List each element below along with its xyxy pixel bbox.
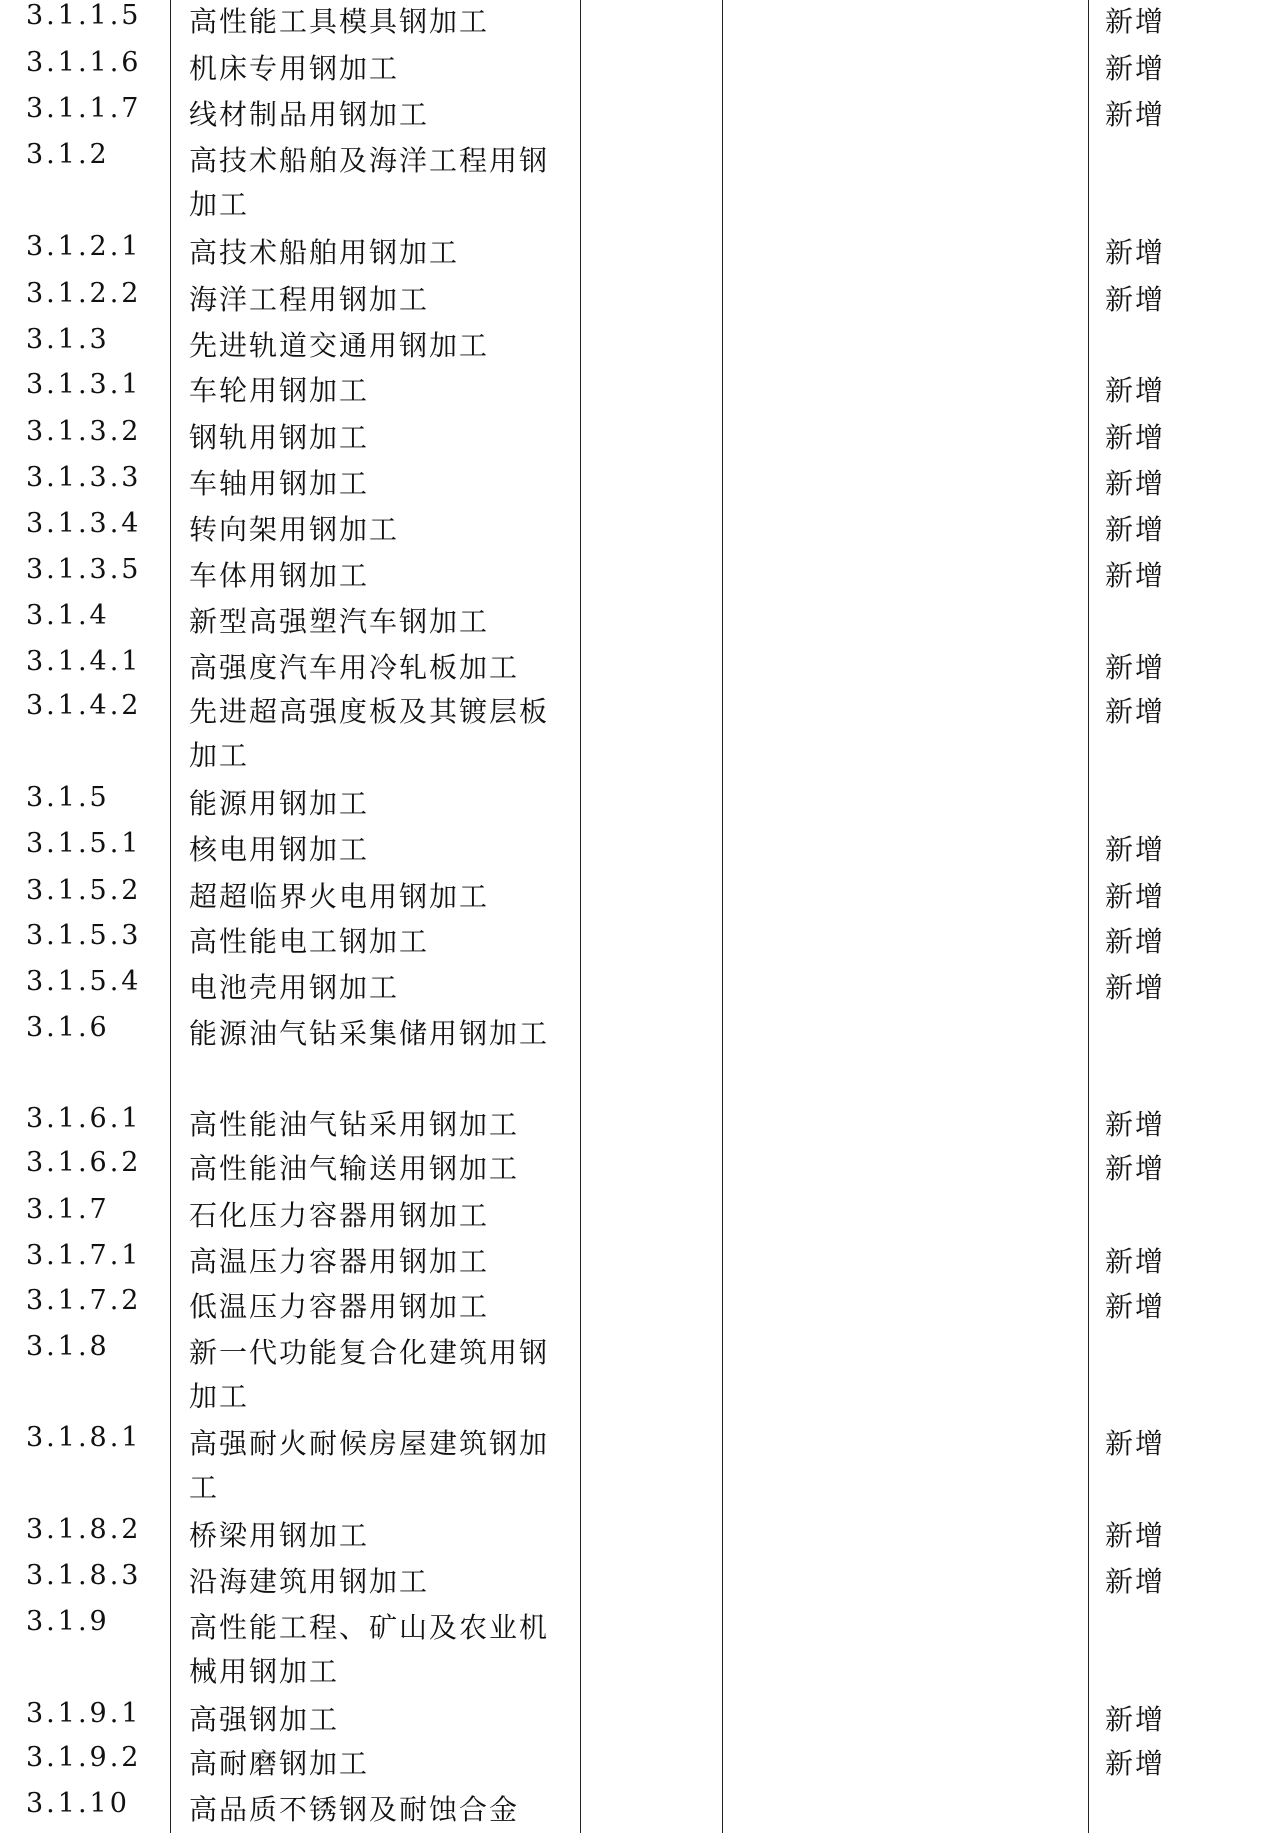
row-note: 新增 bbox=[1105, 1245, 1166, 1278]
row-name: 电池壳用钢加工 bbox=[189, 971, 400, 1004]
row-code: 3.1.3.1 bbox=[26, 369, 142, 400]
column-divider bbox=[722, 0, 723, 1833]
row-note: 新增 bbox=[1105, 1747, 1166, 1780]
row-code: 3.1.2.1 bbox=[26, 231, 142, 262]
row-name: 高强耐火耐候房屋建筑钢加工 bbox=[189, 1427, 550, 1504]
row-code: 3.1.6.2 bbox=[26, 1147, 142, 1178]
row-name: 机床专用钢加工 bbox=[189, 52, 400, 85]
row-note: 新增 bbox=[1105, 695, 1166, 728]
row-code: 3.1.4 bbox=[26, 600, 110, 631]
column-divider bbox=[580, 0, 581, 1833]
row-note: 新增 bbox=[1105, 1427, 1166, 1460]
row-name: 高性能油气钻采用钢加工 bbox=[189, 1108, 520, 1141]
row-name: 海洋工程用钢加工 bbox=[189, 283, 430, 316]
row-note: 新增 bbox=[1105, 374, 1166, 407]
row-name: 高技术船舶用钢加工 bbox=[189, 236, 460, 269]
row-code: 3.1.8.1 bbox=[26, 1422, 142, 1453]
column-divider bbox=[170, 0, 171, 1833]
row-code: 3.1.5 bbox=[26, 782, 110, 813]
row-code: 3.1.9.2 bbox=[26, 1742, 142, 1773]
row-code: 3.1.5.4 bbox=[26, 966, 142, 997]
row-note: 新增 bbox=[1105, 1703, 1166, 1736]
row-name: 高性能工程、矿山及农业机械用钢加工 bbox=[189, 1611, 550, 1688]
row-code: 3.1.10 bbox=[26, 1788, 130, 1819]
row-name: 转向架用钢加工 bbox=[189, 513, 400, 546]
row-code: 3.1.9 bbox=[26, 1606, 110, 1637]
row-code: 3.1.5.2 bbox=[26, 875, 142, 906]
row-code: 3.1.2.2 bbox=[26, 278, 142, 309]
row-note: 新增 bbox=[1105, 5, 1166, 38]
row-note: 新增 bbox=[1105, 971, 1166, 1004]
row-name: 能源用钢加工 bbox=[189, 787, 370, 820]
row-name: 新一代功能复合化建筑用钢加工 bbox=[189, 1336, 550, 1413]
row-name: 超超临界火电用钢加工 bbox=[189, 880, 490, 913]
row-note: 新增 bbox=[1105, 925, 1166, 958]
row-code: 3.1.6.1 bbox=[26, 1103, 142, 1134]
row-name: 线材制品用钢加工 bbox=[189, 98, 430, 131]
row-code: 3.1.4.2 bbox=[26, 690, 142, 721]
row-note: 新增 bbox=[1105, 880, 1166, 913]
row-name: 能源油气钻采集储用钢加工 bbox=[189, 1017, 550, 1050]
row-name: 沿海建筑用钢加工 bbox=[189, 1565, 430, 1598]
row-code: 3.1.7.2 bbox=[26, 1285, 142, 1316]
row-code: 3.1.2 bbox=[26, 139, 110, 170]
row-note: 新增 bbox=[1105, 559, 1166, 592]
row-code: 3.1.8 bbox=[26, 1331, 110, 1362]
row-note: 新增 bbox=[1105, 236, 1166, 269]
row-name: 车体用钢加工 bbox=[189, 559, 370, 592]
row-code: 3.1.3.5 bbox=[26, 554, 142, 585]
row-name: 高品质不锈钢及耐蚀合金 bbox=[189, 1793, 520, 1826]
row-code: 3.1.8.3 bbox=[26, 1560, 142, 1591]
row-name: 高强钢加工 bbox=[189, 1703, 340, 1736]
row-note: 新增 bbox=[1105, 52, 1166, 85]
row-name: 高性能工具模具钢加工 bbox=[189, 5, 490, 38]
row-note: 新增 bbox=[1105, 1290, 1166, 1323]
row-code: 3.1.5.3 bbox=[26, 920, 142, 951]
row-code: 3.1.1.7 bbox=[26, 93, 142, 124]
row-code: 3.1.3.3 bbox=[26, 462, 142, 493]
row-code: 3.1.5.1 bbox=[26, 828, 142, 859]
row-name: 核电用钢加工 bbox=[189, 833, 370, 866]
row-name: 低温压力容器用钢加工 bbox=[189, 1290, 490, 1323]
row-code: 3.1.3.2 bbox=[26, 416, 142, 447]
row-code: 3.1.1.5 bbox=[26, 0, 142, 31]
row-name: 高耐磨钢加工 bbox=[189, 1747, 370, 1780]
row-name: 先进超高强度板及其镀层板加工 bbox=[189, 695, 550, 772]
row-name: 车轴用钢加工 bbox=[189, 467, 370, 500]
row-code: 3.1.4.1 bbox=[26, 646, 142, 677]
row-name: 车轮用钢加工 bbox=[189, 374, 370, 407]
row-note: 新增 bbox=[1105, 833, 1166, 866]
row-code: 3.1.3.4 bbox=[26, 508, 142, 539]
row-note: 新增 bbox=[1105, 283, 1166, 316]
row-note: 新增 bbox=[1105, 513, 1166, 546]
row-code: 3.1.7 bbox=[26, 1194, 110, 1225]
row-name: 高性能电工钢加工 bbox=[189, 925, 430, 958]
row-name: 先进轨道交通用钢加工 bbox=[189, 329, 490, 362]
row-note: 新增 bbox=[1105, 1565, 1166, 1598]
row-note: 新增 bbox=[1105, 1519, 1166, 1552]
row-code: 3.1.9.1 bbox=[26, 1698, 142, 1729]
row-code: 3.1.3 bbox=[26, 324, 110, 355]
row-name: 高性能油气输送用钢加工 bbox=[189, 1152, 520, 1185]
row-name: 桥梁用钢加工 bbox=[189, 1519, 370, 1552]
row-note: 新增 bbox=[1105, 421, 1166, 454]
row-note: 新增 bbox=[1105, 467, 1166, 500]
row-name: 新型高强塑汽车钢加工 bbox=[189, 605, 490, 638]
row-note: 新增 bbox=[1105, 98, 1166, 131]
row-code: 3.1.8.2 bbox=[26, 1514, 142, 1545]
row-name: 高温压力容器用钢加工 bbox=[189, 1245, 490, 1278]
row-note: 新增 bbox=[1105, 1108, 1166, 1141]
column-divider bbox=[1088, 0, 1089, 1833]
row-name: 高强度汽车用冷轧板加工 bbox=[189, 651, 520, 684]
row-name: 高技术船舶及海洋工程用钢加工 bbox=[189, 144, 550, 221]
row-code: 3.1.6 bbox=[26, 1012, 110, 1043]
row-code: 3.1.7.1 bbox=[26, 1240, 142, 1271]
row-code: 3.1.1.6 bbox=[26, 47, 142, 78]
row-note: 新增 bbox=[1105, 1152, 1166, 1185]
row-name: 石化压力容器用钢加工 bbox=[189, 1199, 490, 1232]
row-name: 钢轨用钢加工 bbox=[189, 421, 370, 454]
row-note: 新增 bbox=[1105, 651, 1166, 684]
